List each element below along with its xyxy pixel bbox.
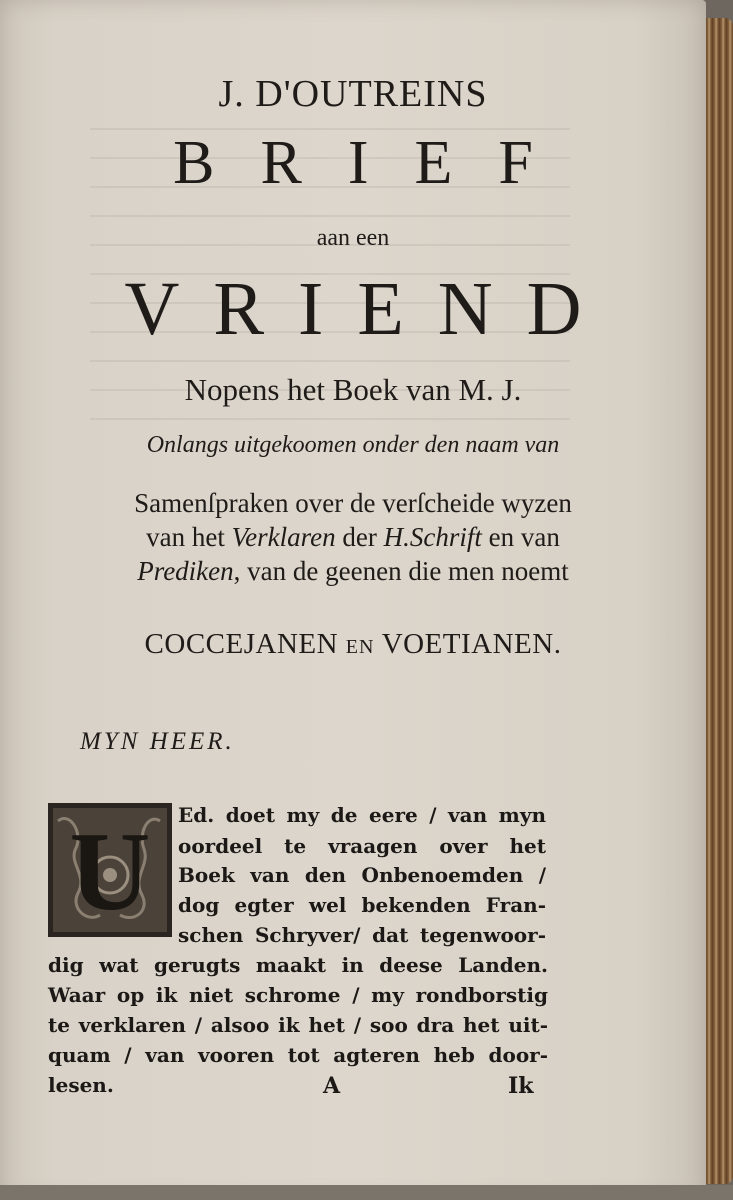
initial-letter: U <box>69 810 151 934</box>
ornamental-initial <box>48 803 172 937</box>
catchword: Ik <box>508 1073 534 1099</box>
body-line-1: Ed. doet my de eere / van myn <box>178 803 546 827</box>
body-line-6: dig wat gerugts maakt in deese Landen. <box>48 953 548 977</box>
line2-verklaren: Verklaren <box>231 522 336 552</box>
line2-mid: der <box>335 522 384 552</box>
body-line-4: dog egter wel bekenden Fran- <box>178 893 546 917</box>
page-edges <box>706 18 733 1184</box>
onlangs-line: Onlangs uitgekoomen onder den naam van <box>146 432 560 458</box>
title-vriend: VRIEND <box>124 267 616 351</box>
author-line: J. D'OUTREINS <box>218 73 488 115</box>
body-line-10: lesen. <box>48 1073 114 1097</box>
samenspraken-line-3 <box>0 556 706 587</box>
samenspraken-line-2 <box>0 522 706 553</box>
body-line-9: quam / van vooren tot agteren heb door- <box>48 1043 548 1067</box>
body-line-2: oordeel te vraagen over het <box>178 834 546 858</box>
body-line-8: te verklaren / alsoo ik het / soo dra het uit- <box>48 1013 548 1037</box>
body-line-3: Boek van den Onbenoemden / <box>178 863 546 887</box>
signature-mark: A <box>323 1073 341 1099</box>
line2-schrift: H.Schrift <box>383 522 482 552</box>
title-brief: BRIEF <box>173 129 579 197</box>
aan-een-line: aan een <box>316 225 390 251</box>
body-line-5: schen Schryver/ dat tegenwoor- <box>178 923 546 947</box>
line3-suffix: , van de geenen die men noemt <box>233 556 569 586</box>
line2-suffix: en van <box>481 522 560 552</box>
voetianen: VOETIANEN. <box>381 628 562 660</box>
nopens-line: Nopens het Boek van M. J. <box>184 372 522 407</box>
bottom-shadow <box>0 1185 733 1200</box>
line2-prefix: van het <box>146 522 232 552</box>
body-line-7: Waar op ik niet schrome / my rondborstig <box>48 983 548 1007</box>
cocce-voetianen-line <box>0 628 706 661</box>
samenspraken-line-1: Samenſpraken over de verſcheide wyzen <box>134 488 572 518</box>
en: EN <box>345 636 375 658</box>
line3-prediken: Prediken <box>137 556 234 586</box>
coccejanen: COCCEJANEN <box>144 628 339 660</box>
salutation: MYN HEER. <box>80 728 235 755</box>
